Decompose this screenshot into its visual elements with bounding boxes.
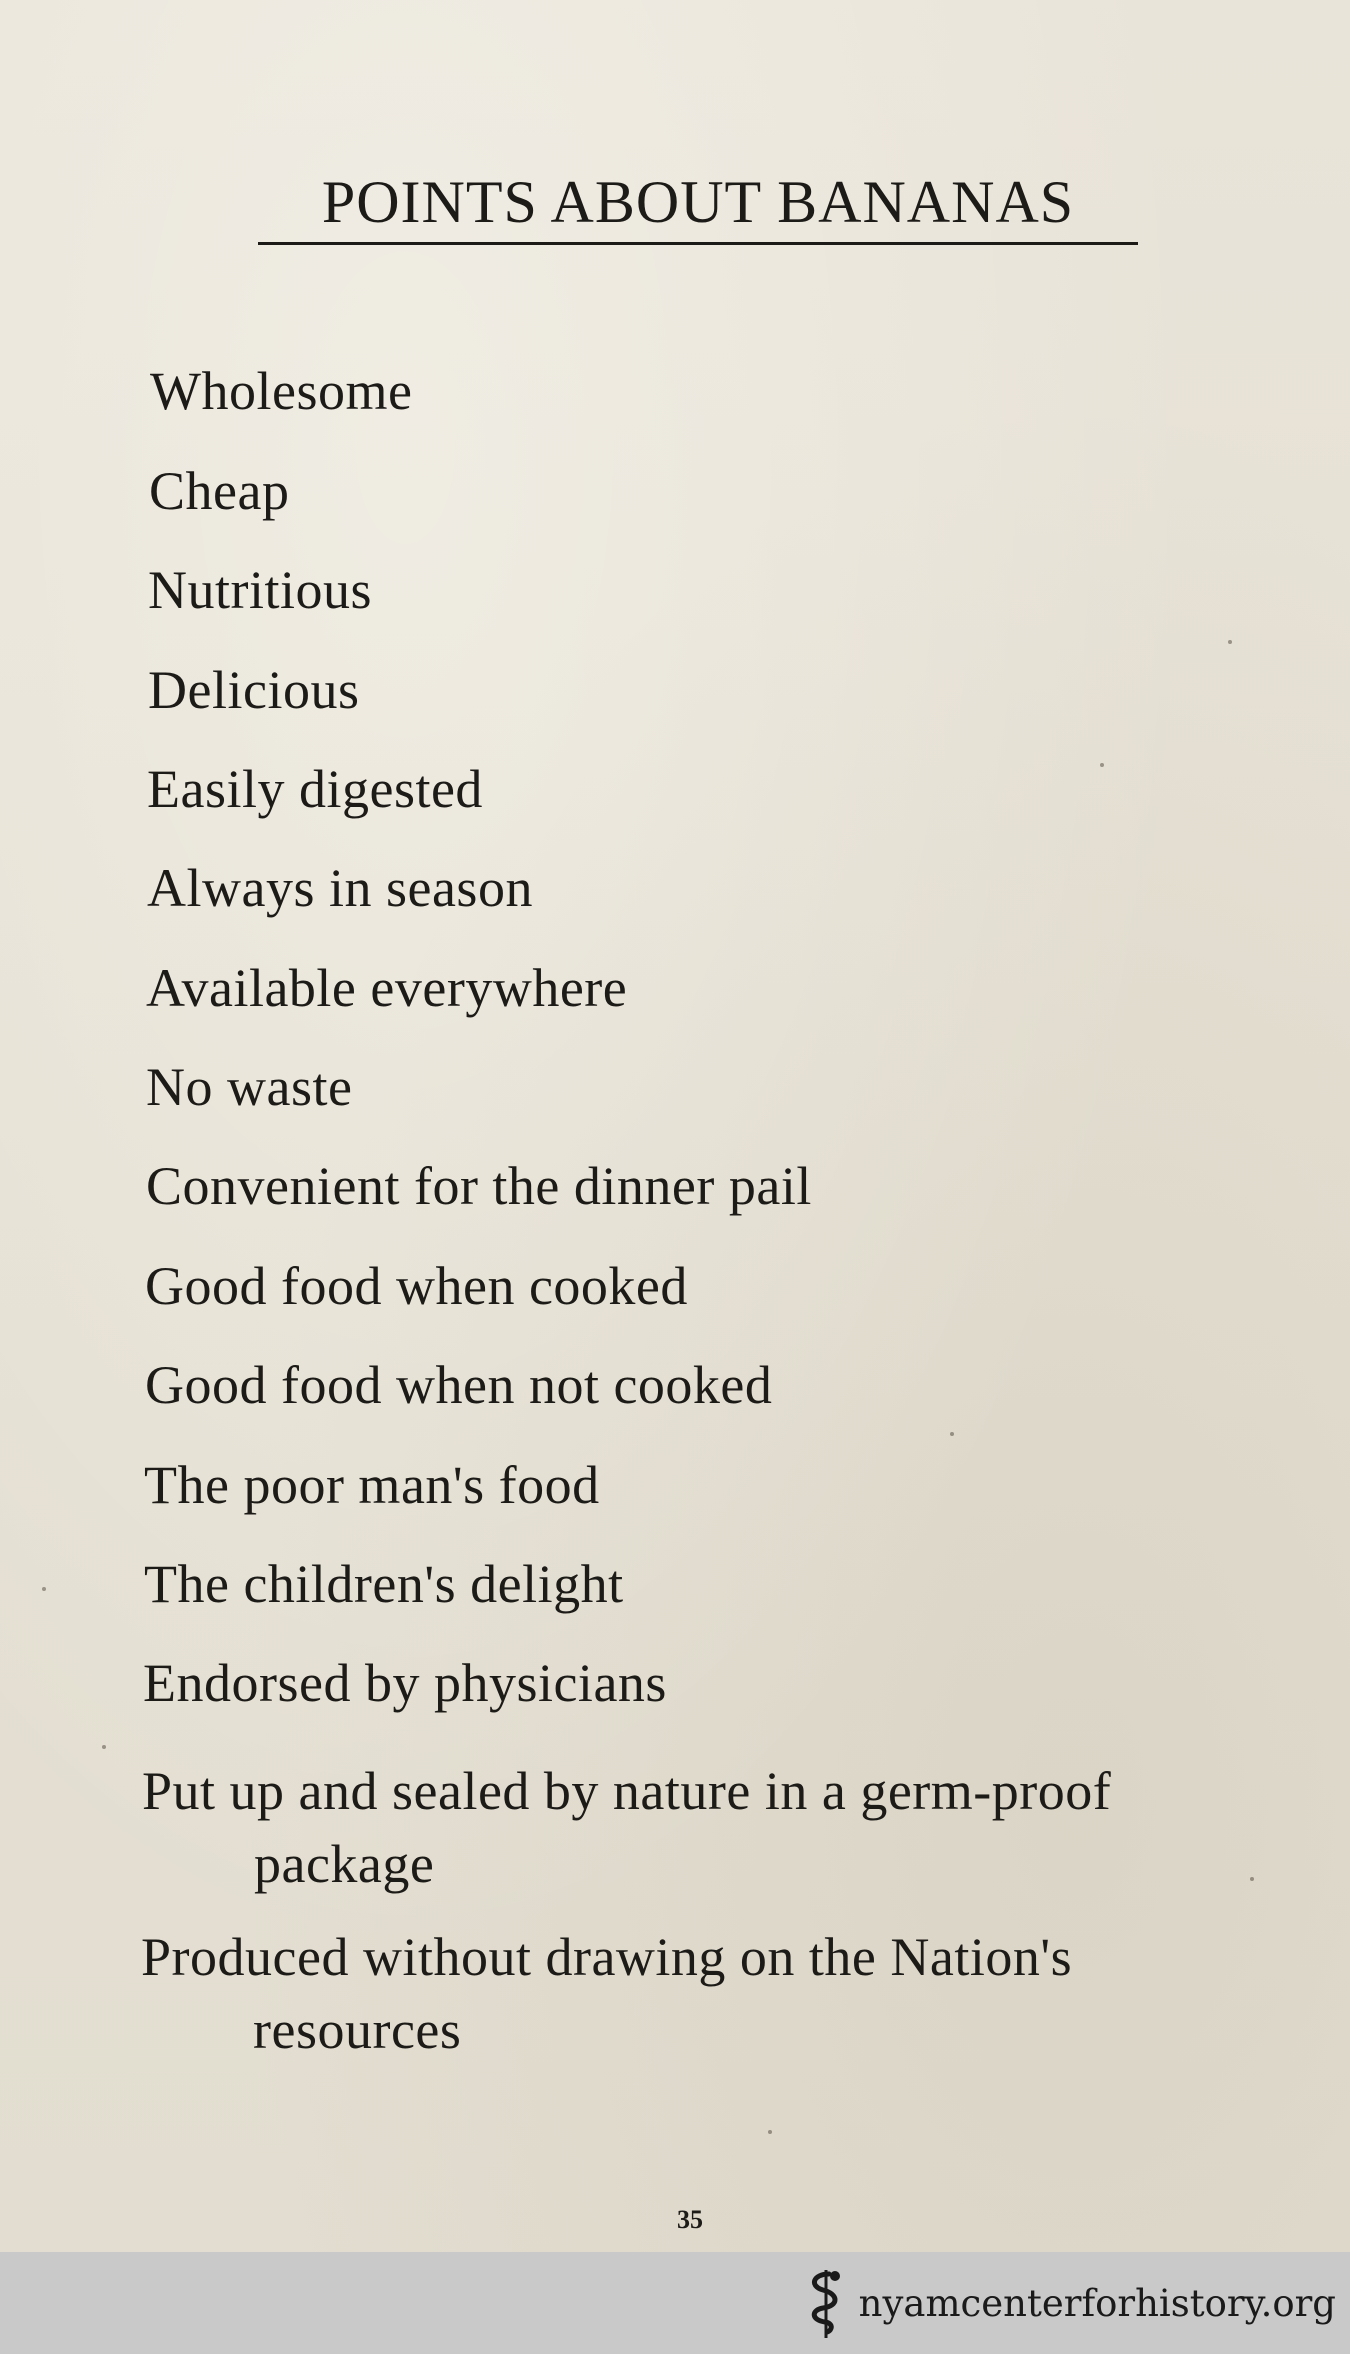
list-item bbox=[145, 1349, 772, 1422]
list-item bbox=[143, 1647, 667, 1720]
list-item-text: The children's delight bbox=[144, 1554, 624, 1614]
page-number: 35 bbox=[677, 2205, 703, 2234]
list-item-text: Good food when not cooked bbox=[145, 1355, 773, 1415]
list-item bbox=[146, 1150, 812, 1223]
list-item-text: Always in season bbox=[147, 858, 533, 918]
list-item bbox=[146, 952, 627, 1025]
watermark-text: nyamcenterforhistory.org bbox=[858, 2281, 1336, 2325]
list-item-text: Available everywhere bbox=[146, 958, 628, 1018]
caduceus-serpent-icon bbox=[799, 2266, 853, 2340]
list-item-text: Wholesome bbox=[150, 361, 413, 421]
list-item bbox=[145, 1250, 688, 1323]
list-item-text: Easily digested bbox=[147, 759, 483, 819]
list-item-text: Delicious bbox=[148, 660, 360, 720]
watermark-bar bbox=[0, 2252, 1350, 2354]
list-item-text: Endorsed by physicians bbox=[143, 1653, 667, 1713]
list-item bbox=[144, 1449, 600, 1522]
paper-speck bbox=[768, 2130, 772, 2134]
paper-speck bbox=[1228, 640, 1232, 644]
list-item-text: Convenient for the dinner pail bbox=[146, 1156, 812, 1216]
list-item-text: Produced without drawing on the Nation's bbox=[141, 1927, 1073, 1987]
list-item-continuation: resources bbox=[253, 2000, 462, 2060]
paper-speck bbox=[1250, 1877, 1254, 1881]
list-item-text: Nutritious bbox=[148, 560, 373, 620]
list-item bbox=[148, 654, 359, 727]
list-item-text: No waste bbox=[146, 1057, 353, 1117]
paper-speck bbox=[950, 1432, 954, 1436]
paper-speck bbox=[102, 1745, 106, 1749]
list-item-text: The poor man's food bbox=[144, 1455, 600, 1515]
list-item bbox=[146, 1051, 352, 1124]
list-item bbox=[142, 1755, 1111, 1901]
paper-speck bbox=[1100, 763, 1104, 767]
watermark bbox=[799, 2266, 1336, 2340]
list-item bbox=[141, 1921, 1072, 2067]
page-title: POINTS ABOUT BANANAS bbox=[258, 172, 1138, 245]
list-item-text: Put up and sealed by nature in a germ-proof bbox=[142, 1761, 1112, 1821]
list-item bbox=[150, 355, 412, 428]
list-item bbox=[147, 753, 483, 826]
list-item bbox=[144, 1548, 624, 1621]
list-item-text: Cheap bbox=[149, 461, 290, 521]
paper-speck bbox=[42, 1587, 46, 1591]
list-item bbox=[149, 455, 289, 528]
list-item-text: Good food when cooked bbox=[145, 1256, 688, 1316]
list-item-continuation: package bbox=[254, 1834, 435, 1894]
list-item bbox=[147, 852, 533, 925]
list-item bbox=[148, 554, 372, 627]
